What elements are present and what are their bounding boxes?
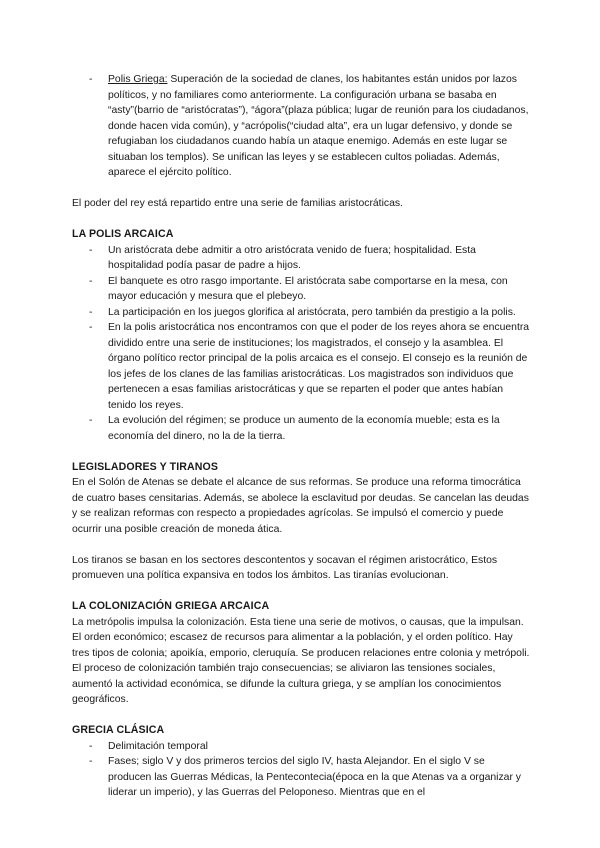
list-item: - Fases; siglo V y dos primeros tercios del siglo IV, hasta Alejandor. En el siglo V se producen las Guerras Médicas, la Pentecontecia(época en la que Atenas va a organizar y liderar un imperio), y las Guerras del Peloponeso. Mientras que en el bbox=[72, 754, 530, 801]
heading-colonizacion: LA COLONIZACIÓN GRIEGA ARCAICA bbox=[72, 600, 270, 612]
list-item: - La participación en los juegos glorifica al aristócrata, pero también da prestigio a la polis. bbox=[72, 305, 530, 321]
list-item: - La evolución del régimen; se produce un aumento de la economía mueble; esta es la economía del dinero, no la de la tierra. bbox=[72, 413, 530, 444]
legisladores-paragraph-1: En el Solón de Atenas se debate el alcance de sus reformas. Se produce una reforma timocrática de cuatro bases censitarias. Además, se abolece la esclavitud por deudas. Se cancelan las deudas y se realizan reformas con respecto a propiedades agrícolas. Se impulsó el comercio y puede ocurrir una posible creación de moneda ática. bbox=[72, 477, 529, 535]
list-item: - En la polis aristocrática nos encontramos con que el poder de los reyes ahora se encuentra dividido entre una serie de instituciones; los magistrados, el consejo y la asamblea. El órgano político rector principal de la polis arcaica es el consejo. El consejo es la reunión de los jefes de los clanes de las familias aristocráticas. Los magistrados son individuos que pertenecen a esas familias aristocráticas y que se reparten el poder que antes habían tenido los reyes. bbox=[72, 320, 530, 413]
grecia-clasica-list bbox=[72, 739, 530, 801]
list-item: - Delimitación temporal bbox=[72, 739, 530, 755]
legisladores-paragraph-2: Los tiranos se basan en los sectores descontentos y socavan el régimen aristocrático, Estos promueven una política expansiva en todos los ámbitos. Las tiranías evolucionan. bbox=[72, 554, 498, 581]
intro-paragraph: El poder del rey está repartido entre una serie de familias aristocráticas. bbox=[72, 198, 403, 209]
heading-grecia-clasica: GRECIA CLÁSICA bbox=[72, 724, 165, 736]
document-page bbox=[72, 72, 530, 801]
polis-griega-term: Polis Griega: bbox=[108, 74, 168, 85]
list-item: - El banquete es otro rasgo importante. El aristócrata sabe comportarse en la mesa, con mayor educación y mesura que el plebeyo. bbox=[72, 274, 530, 305]
polis-arcaica-list bbox=[72, 243, 530, 445]
polis-griega-text: Superación de la sociedad de clanes, los habitantes están unidos por lazos políticos, y no familiares como anteriormente. La configuración urbana se basaba en “asty”(barrio de “aristócratas”), “ágora”(plaza pública; lugar de reunión para los ciudadanos, donde hacen vida común), y “acrópolis(“ciudad alta”, era un lugar defensivo, y donde se refugiaban los ciudadanos cuando había un ataque enemigo. Además en este lugar se situaban los templos). Se unifican las leyes y se establecen cultos poliadas. Además, aparece el ejército político. bbox=[108, 74, 529, 178]
list-item bbox=[72, 72, 530, 181]
heading-polis-arcaica: LA POLIS ARCAICA bbox=[72, 228, 174, 240]
polis-griega-list bbox=[72, 72, 530, 181]
colonizacion-paragraph: La metrópolis impulsa la colonización. Esta tiene una serie de motivos, o causas, que la impulsan. El orden económico; escasez de recursos para alimentar a la población, y el orden político. Hay tres tipos de colonia; apoikía, emporio, cleruquía. Se producen relaciones entre colonia y metrópoli. El proceso de colonización también trajo consecuencias; se aliviaron las tensiones sociales, aumentó la actividad económica, se difunde la cultura griega, y se amplían los conocimientos geográficos. bbox=[72, 616, 530, 705]
list-item: - Un aristócrata debe admitir a otro aristócrata venido de fuera; hospitalidad. Esta hospitalidad podía pasar de padre a hijos. bbox=[72, 243, 530, 274]
heading-legisladores: LEGISLADORES Y TIRANOS bbox=[72, 460, 219, 473]
